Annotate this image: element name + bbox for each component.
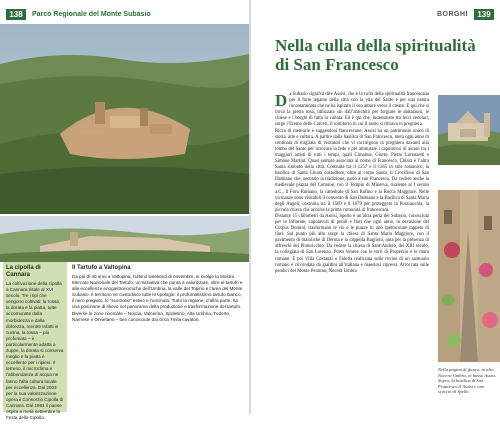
section-title-left: Parco Regionale del Monte Subasio bbox=[32, 10, 151, 18]
article-title: Nella culla della spiritualità di San Francesco bbox=[275, 36, 476, 74]
photo-spello bbox=[438, 190, 500, 362]
page-number-left: 138 bbox=[6, 9, 26, 20]
cipolla-text: La coltivazione della cipolla a Cannara risale al XVI secolo. Tre i tipi che vengono coltivati: la rossa, la dorata e la piatta, tutte accomunate dalla morbidezza e dalla dolcezza, mentre Infatti in cucina, la rossa – più profumata – è particolarmente adatta a zuppe, la dorata si conserva meglio e la piatta è eccellente per i ripieni. Il terreno, il microclima e l’abbondanza di acqua ne fanno l’alta cultura locale per eccellenza. Dal 2003 per la sua valorizzazione opera il Consorzio Cipolla di Cannara. Dal 1981 il paese ospita a metà settembre la Festa della Cipolla. bbox=[6, 281, 64, 421]
paragraph-2: Ricca di memorie e suggestioni francescane, Assisi ha un patrimonio unico di storia, arte e cultura. A partire dalla basilica di San Francesco, meta ogni anno di centinaia di migliaia di visitatori che vi raccolgono in preghiera davanti alla tomba del Santo per ritrovare la fede e per ammirare i capolavori di alcuni tra i maggiori artisti di tutti i tempi, quali Cimabue, Giotto, Pietro Lorenzetti e Simone Martini. Quasi sempre associata al nome di Francesco, Chiara è l’altra Santa simbolo della città. Costruita tra il 1257 e il 1265 in stile romanico, la basilica di Santa Chiara custodisce, oltre al corpo Santa, il Crocifisso di San Damiano che, secondo la tradizione, parlò a san Francesco. Da vedere anche la medievale piazza del Comune, con il Tempio di Minerva, risalente al I secolo a.C., il Foro Romano, la cattedrale di San Rufino e la Rocca Maggiore. Nelle vicinanze sono visitabili il convento di San Damiano e la Basilica di Santa Maria degli Angeli, costruita tra il 1569 e il 1679 per proteggere la Porziuncola, la piccola chiesa che accolse la prima comunità di francescani. bbox=[275, 128, 429, 213]
drop-cap: D bbox=[275, 91, 288, 110]
right-page-header bbox=[437, 8, 494, 20]
page-number-right: 139 bbox=[474, 9, 494, 20]
section-title-right: BORGHI bbox=[437, 10, 468, 18]
tartufo-text: Da più di 40 anni a Valtopina, l’ultimo weekend di novembre, si svolge la Mostra Mercato Nazionale del Tartufo, un’iniziativa che punta a valorizzare, oltre al tartufo e alle eccellenze enogastronomiche dell’Umbria, la valle del Topino e l’area del Monte Subasio. Il territorio ne custodisce tutte le tipologie: il profumatissimo tartufo bianco, il nero pregiato, lo “scorzone” estivo e l’uncinato. Tutto la regione, d’altra parte, ha una posizione di rilievo nel panorama della produzione e trasformazione del tartufo. Diverse le zone rinomate – Norcia, Valnerina, Spoletino, Alta Umbria, Tuderte, Narnese e Orvietano – ben conosciute dai circa 7mila cavatori. bbox=[72, 274, 243, 322]
left-page bbox=[0, 0, 249, 421]
right-page bbox=[251, 0, 500, 414]
tartufo-title: Il Tartufo a Valtopina bbox=[72, 265, 131, 271]
article-body bbox=[275, 92, 429, 410]
photo-nocera-umbra bbox=[0, 24, 249, 214]
tartufo-box bbox=[70, 262, 246, 412]
cipolla-box bbox=[3, 262, 67, 421]
photo-caption: Nella pagina di fianco, in alto Nocera Umbra, in basso Assisi. Sopra, la basilica di San Francesco d’Assisi e uno scorcio di Spello bbox=[438, 367, 497, 395]
photo-basilica bbox=[438, 95, 500, 165]
left-page-header bbox=[6, 8, 151, 20]
photo-assisi bbox=[0, 216, 249, 262]
paragraph-3: Distante 15 chilometri da Assisi, Spello è un’altra perla del Subasio, conosciuta per le Infiorate, capolavori di petali e fiori che ogni anno, in occasione del Corpus Domini, trasformano le vie e le piazze in uno spettacolare tappeto di fiori. Sul punto più alto sorge la chiesa di Santa Maria Maggiore, con il pavimento di maioliche di Deruta e la cappella Baglioni, nota per la presenza di affreschi del Pinturicchio. Da vedere la chiesa di Sant’Andrea, del XIII secolo, la collegiata di San Lorenzo, Porta Venere con le torri di Properzio e le mura romane. E poi Villa Costanzi o Fidelia realizzata sulle rovine di un santuario romano e circondata da giardini all’italiana e maestosi cipressi. Arroccata sulle pendici del Monte Pennino, Nocera Umbra bbox=[275, 213, 429, 274]
paragraph-1: a Subasio signifca dire Assisi, che è la culla della spiritualità francescana per il forte legame della città con la vita del Santo e per una natura incontaminata che ne ha ispirato il suo amore verso il creato. E qui che si trova la pietra rosa, utilizzata sin dall’antichità per forgiare le abitazioni, le chiese e i borghi di tutta la vallata. Ed è qui che, incastonato tra lecci secolari, sorge l’Eremo delle Carceri, il romitorio in cui il santo si ritirava in preghiera. bbox=[275, 92, 429, 128]
cipolla-title: La cipolla di Cannara bbox=[6, 265, 41, 278]
